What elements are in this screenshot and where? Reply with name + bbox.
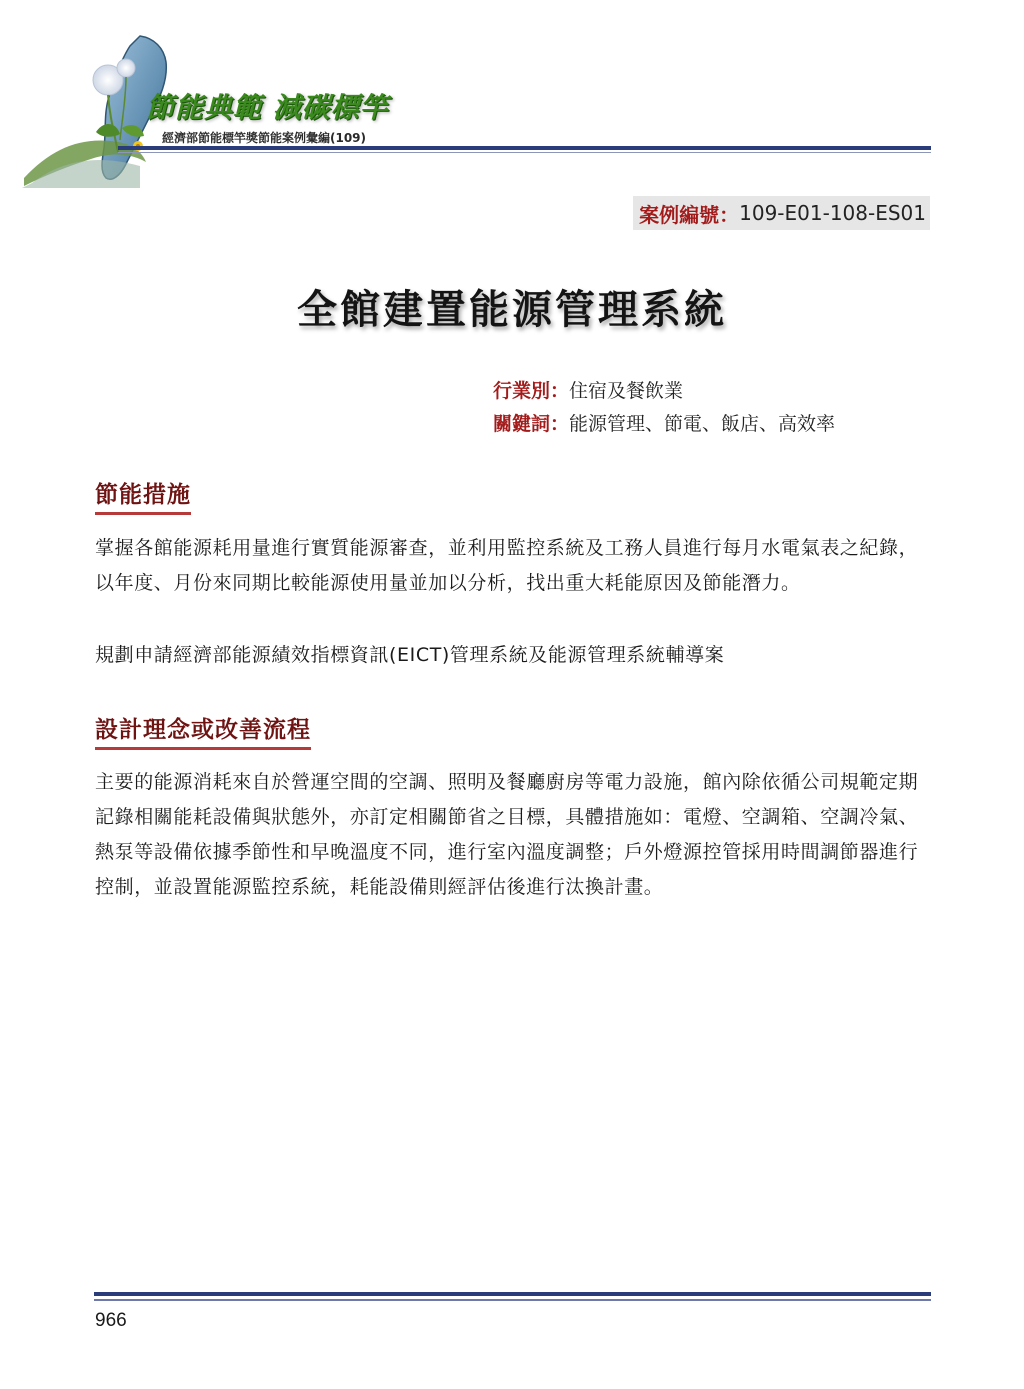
section-paragraph: 主要的能源消耗來自於營運空間的空調、照明及餐廳廚房等電力設施，館內除依循公司規範定期記錄相關能耗設備與狀態外，亦訂定相關節省之目標，具體措施如：電燈、空調箱、空調冷氣、熱泵等設備依據季節性和早晚溫度不同，進行室內溫度調整；戶外燈源控管採用時間調節器進行控制，並設置能源監控系統，耗能設備則經評估後進行汰換計畫。 — [95, 771, 919, 898]
keywords-line — [493, 409, 835, 436]
section-paragraph: 掌握各館能源耗用量進行實質能源審查，並利用監控系統及工務人員進行每月水電氣表之紀錄，以年度、月份來同期比較能源使用量並加以分析，找出重大耗能原因及節能潛力。 — [95, 537, 919, 594]
page-header — [0, 0, 1024, 190]
section-heading-design-concept: 設計理念或改善流程 — [95, 711, 311, 750]
case-number-value: 109-E01-108-ES01 — [739, 201, 926, 225]
industry-label: 行業別： — [493, 380, 570, 402]
case-number-box — [633, 196, 930, 230]
keywords-value: 能源管理、節電、飯店、高效率 — [569, 413, 836, 435]
header-title: 節能典範 減碳標竿 — [146, 91, 389, 124]
header-rule — [118, 146, 931, 150]
header-rule-thin — [118, 152, 931, 153]
document-title: 全館建置能源管理系統 — [297, 287, 727, 333]
page-number: 966 — [95, 1310, 127, 1331]
keywords-label: 關鍵詞： — [493, 413, 570, 435]
footer-rule — [94, 1292, 931, 1296]
header-subtitle: 經濟部節能標竿獎節能案例彙編(109) — [162, 131, 367, 145]
section-paragraph: 規劃申請經濟部能源績效指標資訊(EICT)管理系統及能源管理系統輔導案 — [95, 644, 725, 666]
section-heading-energy-measures: 節能措施 — [95, 476, 191, 515]
case-number-label: 案例編號： — [639, 202, 740, 227]
footer-rule-thin — [94, 1299, 931, 1301]
industry-value: 住宿及餐飲業 — [569, 380, 684, 402]
industry-line — [493, 376, 683, 403]
